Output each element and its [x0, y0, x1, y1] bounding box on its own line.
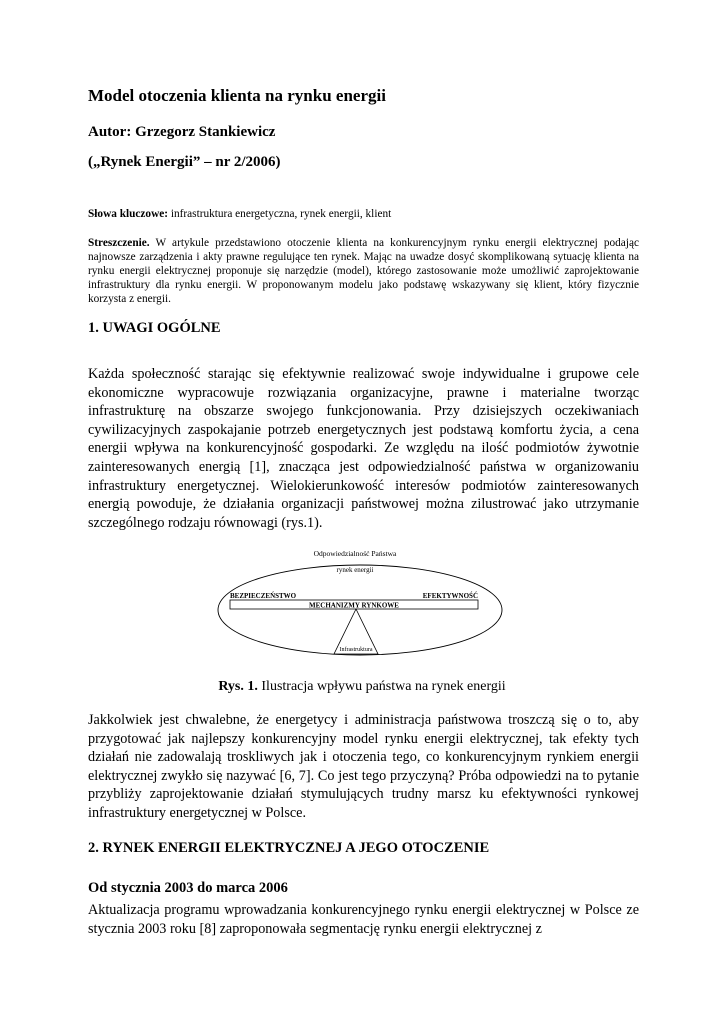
figure-state-balance [210, 546, 510, 658]
figure-caption-label: Rys. 1. [218, 679, 258, 694]
paper-author: Autor: Grzegorz Stankiewicz [88, 124, 276, 140]
figure-inner-label: rynek energii [336, 566, 374, 574]
section-1-paragraph-2: Jakkolwiek jest chwalebne, że energetycy i administracja państwowa troszczą się o to, aby przygotować jak najlepszy konkurencyjny model rynku energii elektrycznej, tak efekty tych działań nie zadowalają troskliwych jak i otoczenia tego, co konkurencyjnym rynkiem energii elektrycznej zwykło się nazywać [6, 7]. Co jest tego przyczyną? Próba odpowiedzi na to pytanie przybliży zaprojektowanie działań stymulujących trudny marsz ku efektywności rynkowej infrastruktury energetycznej w Polsce. [88, 712, 639, 821]
paper-source: („Rynek Energii” – nr 2/2006) [88, 154, 281, 170]
figure-top-label: Odpowiedzialność Państwa [313, 549, 397, 558]
section-1-paragraph-1: Każda społeczność starając się efektywnie realizować swoje indywidualne i grupowe cele ekonomiczne wypracowuje rozwiązania organizacyjne, prawne i materialne tworząc infrastrukturę na obszarze swojego funkcjonowania. Przy dzisiejszych oczekiwaniach cywilizacyjnych zaspokajanie potrzeb energetycznych jest podstawą komfortu życia, a cena energii wpływa na konkurencyjność gospodarki. Ze względu na ilość podmiotów żywotnie zainteresowanych energią [1], znacząca jest odpowiedzialność państwa w organizowaniu infrastruktury energetycznej. Wielokierunkowość interesów podmiotów zainteresowanych energią powoduje, że działania organizacji państwowej można zilustrować jako utrzymanie szczególnego rodzaju równowagi (rys.1). [88, 366, 639, 531]
keywords-label: Słowa kluczowe: [88, 208, 169, 220]
section-2-heading: 2. RYNEK ENERGII ELEKTRYCZNEJ A JEGO OTOCZENIE [88, 840, 490, 856]
figure-base-label: Infrastruktura [339, 647, 373, 653]
figure-caption [0, 679, 724, 695]
figure-ellipse [218, 565, 502, 655]
section-1-heading: 1. UWAGI OGÓLNE [88, 320, 221, 336]
keywords [88, 208, 639, 220]
paper-title: Model otoczenia klienta na rynku energii [88, 86, 386, 105]
figure-left-label: BEZPIECZEŃSTWO [230, 592, 297, 600]
abstract [88, 236, 639, 306]
abstract-label: Streszczenie. [88, 237, 150, 249]
section-2-subheading: Od stycznia 2003 do marca 2006 [88, 880, 288, 896]
figure-right-label: EFEKTYWNOŚĆ [422, 592, 478, 600]
figure-beam-label: MECHANIZMY RYNKOWE [309, 601, 399, 610]
section-2-paragraph-1: Aktualizacja programu wprowadzania konkurencyjnego rynku energii elektrycznej w Polsce ze stycznia 2003 roku [8] zaproponowała segmentację rynku energii elektrycznej z [88, 902, 639, 937]
keywords-text: infrastruktura energetyczna, rynek energii, klient [168, 208, 392, 220]
figure-caption-text: Ilustracja wpływu państwa na rynek energii [257, 679, 506, 694]
abstract-text: W artykule przedstawiono otoczenie klienta na konkurencyjnym rynku energii elektrycznej podając najnowsze zarządzenia i akty prawne regulujące ten rynek. Mając na uwadze dosyć skomplikowaną sytuację klienta na rynku energii elektrycznej proponuje się narzędzie (model), którego zastosowanie może umożliwić zaprojektowanie infrastruktury dla rynku energii. W proponowanym modelu jako podstawę wskazywany się klient, który fizycznie korzysta z energii. [88, 237, 639, 305]
